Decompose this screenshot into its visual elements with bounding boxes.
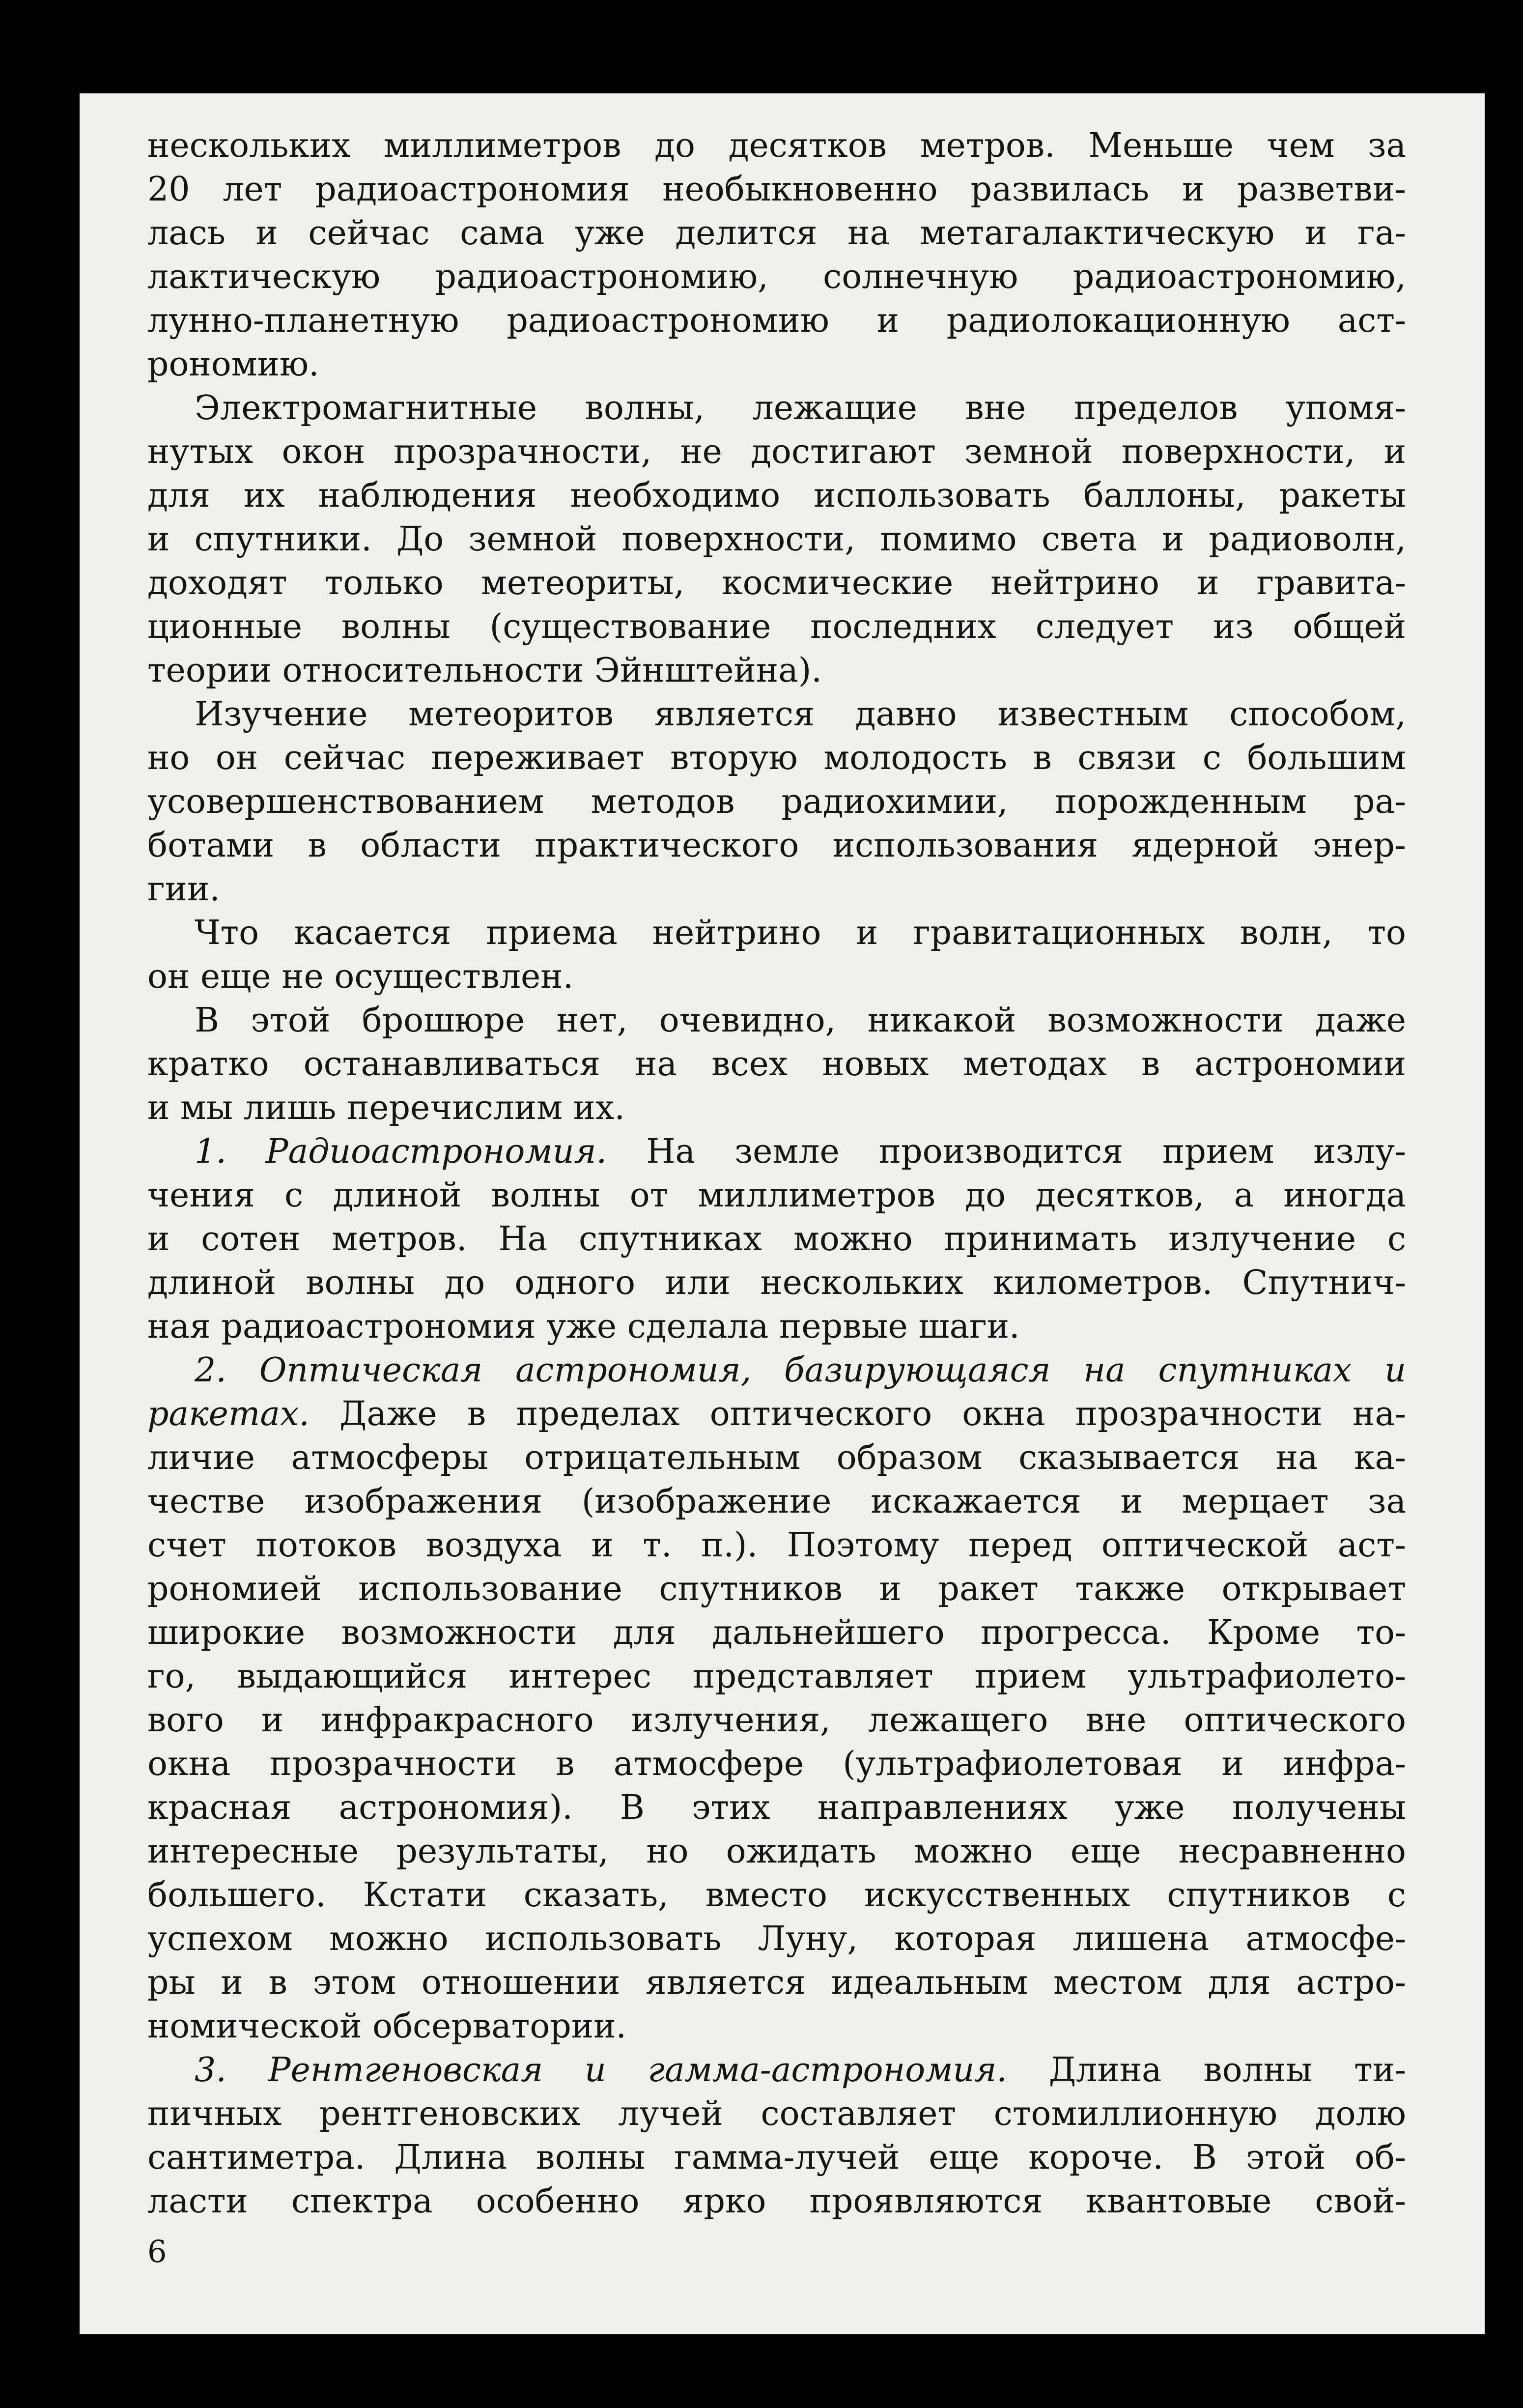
text-line (147, 867, 1406, 911)
text-line (147, 343, 1406, 386)
text-run: 20 лет радиоастрономия необыкновенно развилась и разветви- (147, 170, 1406, 209)
text-line (147, 1786, 1406, 1830)
text-run: широкие возможности для дальнейшего прогресса. Кроме то- (147, 1613, 1406, 1652)
text-run: доходят только метеориты, космические нейтрино и гравита- (147, 564, 1406, 602)
text-run: сантиметра. Длина волны гамма-лучей еще короче. В этой об- (147, 2138, 1406, 2177)
text-run: интересные результаты, но ожидать можно еще несравненно (147, 1832, 1406, 1871)
text-line (147, 1742, 1406, 1786)
text-run: окна прозрачности в атмосфере (ультрафиолетовая и инфра- (147, 1745, 1406, 1783)
text-line (147, 1130, 1406, 1174)
text-line (147, 649, 1406, 692)
text-line (147, 1348, 1406, 1392)
text-run: ционные волны (существование последних следует из общей (147, 607, 1406, 646)
text-run: и мы лишь перечислим их. (147, 1089, 625, 1127)
text-run: честве изображения (изображение искажается и мерцает за (147, 1482, 1406, 1521)
text-line (147, 999, 1406, 1042)
italic-run: 3. Рентгеновская и гамма-астрономия. (195, 2051, 1007, 2090)
text-run: го, выдающийся интерес представляет прием ультрафиолето- (147, 1657, 1406, 1696)
text-line (147, 1086, 1406, 1130)
text-run: На земле производится прием излу- (607, 1132, 1406, 1171)
italic-run: 1. Радиоастрономия. (195, 1132, 607, 1171)
book-page (80, 93, 1485, 2334)
text-run: Изучение метеоритов является давно известным способом, (195, 695, 1406, 734)
text-line (147, 736, 1406, 780)
text-run: рономию. (147, 345, 319, 384)
text-line (147, 1698, 1406, 1742)
text-line (147, 2005, 1406, 2048)
text-line (147, 1305, 1406, 1348)
text-line (147, 1961, 1406, 2005)
text-run: Что касается приема нейтрино и гравитационных волн, то (195, 914, 1406, 952)
text-line (147, 911, 1406, 955)
text-line (147, 1830, 1406, 1873)
text-run: он еще не осуществлен. (147, 957, 574, 996)
text-line (147, 780, 1406, 824)
text-line (147, 255, 1406, 299)
text-line (147, 2048, 1406, 2092)
text-line (147, 1611, 1406, 1655)
text-run: рономией использование спутников и ракет также открывает (147, 1570, 1406, 1608)
text-run: теории относительности Эйнштейна). (147, 651, 822, 690)
text-line (147, 168, 1406, 211)
text-line (147, 1217, 1406, 1261)
text-run: номической обсерватории. (147, 2007, 627, 2046)
text-run: личие атмосферы отрицательным образом сказывается на ка- (147, 1438, 1406, 1477)
text-line (147, 1655, 1406, 1698)
text-run: успехом можно использовать Луну, которая лишена атмосфе- (147, 1920, 1406, 1958)
text-line (147, 1261, 1406, 1305)
text-run: лактическую радиоастрономию, солнечную радиоастрономию, (147, 258, 1406, 296)
text-line (147, 2136, 1406, 2179)
text-run: большего. Кстати сказать, вместо искусственных спутников с (147, 1876, 1406, 1915)
italic-run: ракетах. (147, 1395, 310, 1433)
text-run: гии. (147, 870, 220, 909)
text-line (147, 124, 1406, 168)
text-run: нескольких миллиметров до десятков метров. Меньше чем за (147, 126, 1406, 165)
text-line (147, 1480, 1406, 1523)
text-run: чения с длиной волны от миллиметров до десятков, а иногда (147, 1176, 1406, 1215)
text-line (147, 517, 1406, 561)
text-line (147, 430, 1406, 474)
text-run: нутых окон прозрачности, не достигают земной поверхности, и (147, 432, 1406, 471)
page-number: 6 (147, 2234, 167, 2269)
page-text (147, 124, 1406, 2223)
text-run: вого и инфракрасного излучения, лежащего вне оптического (147, 1701, 1406, 1740)
text-run: но он сейчас переживает вторую молодость в связи с большим (147, 739, 1406, 777)
text-line (147, 692, 1406, 736)
text-run: Длина волны ти- (1007, 2051, 1406, 2090)
text-line (147, 1436, 1406, 1480)
text-run: счет потоков воздуха и т. п.). Поэтому перед оптической аст- (147, 1526, 1406, 1565)
text-line (147, 299, 1406, 343)
text-run: для их наблюдения необходимо использовать баллоны, ракеты (147, 476, 1406, 515)
text-run: пичных рентгеновских лучей составляет стомиллионную долю (147, 2094, 1406, 2133)
text-line (147, 2179, 1406, 2223)
text-line (147, 1917, 1406, 1961)
text-line (147, 1873, 1406, 1917)
text-line (147, 1567, 1406, 1611)
italic-run: 2. Оптическая астрономия, базирующаяся на спутниках и (195, 1351, 1406, 1390)
text-line (147, 386, 1406, 430)
text-line (147, 1174, 1406, 1217)
text-run: и сотен метров. На спутниках можно принимать излучение с (147, 1220, 1406, 1259)
text-run: ласти спектра особенно ярко проявляются квантовые свой- (147, 2182, 1406, 2221)
text-run: ная радиоастрономия уже сделала первые шаги. (147, 1307, 1020, 1346)
text-run: кратко останавливаться на всех новых методах в астрономии (147, 1045, 1406, 1084)
text-run: красная астрономия). В этих направлениях уже получены (147, 1788, 1406, 1827)
text-run: длиной волны до одного или нескольких километров. Спутнич- (147, 1263, 1406, 1302)
text-line (147, 561, 1406, 605)
text-run: усовершенствованием методов радиохимии, порожденным ра- (147, 782, 1406, 821)
text-line (147, 1042, 1406, 1086)
text-run: ры и в этом отношении является идеальным местом для астро- (147, 1963, 1406, 2002)
text-run: Даже в пределах оптического окна прозрачности на- (309, 1395, 1406, 1433)
text-run: лась и сейчас сама уже делится на метагалактическую и га- (147, 214, 1406, 253)
text-run: Электромагнитные волны, лежащие вне пределов упомя- (195, 389, 1406, 428)
text-line (147, 474, 1406, 517)
text-line (147, 2092, 1406, 2136)
text-run: и спутники. До земной поверхности, помимо света и радиоволн, (147, 520, 1406, 559)
text-line (147, 211, 1406, 255)
text-run: ботами в области практического использования ядерной энер- (147, 826, 1406, 865)
text-run: лунно-планетную радиоастрономию и радиолокационную аст- (147, 301, 1406, 340)
text-line (147, 605, 1406, 649)
text-line (147, 1392, 1406, 1436)
text-line (147, 824, 1406, 867)
text-run: В этой брошюре нет, очевидно, никакой возможности даже (195, 1001, 1406, 1040)
text-line (147, 1523, 1406, 1567)
text-line (147, 955, 1406, 999)
